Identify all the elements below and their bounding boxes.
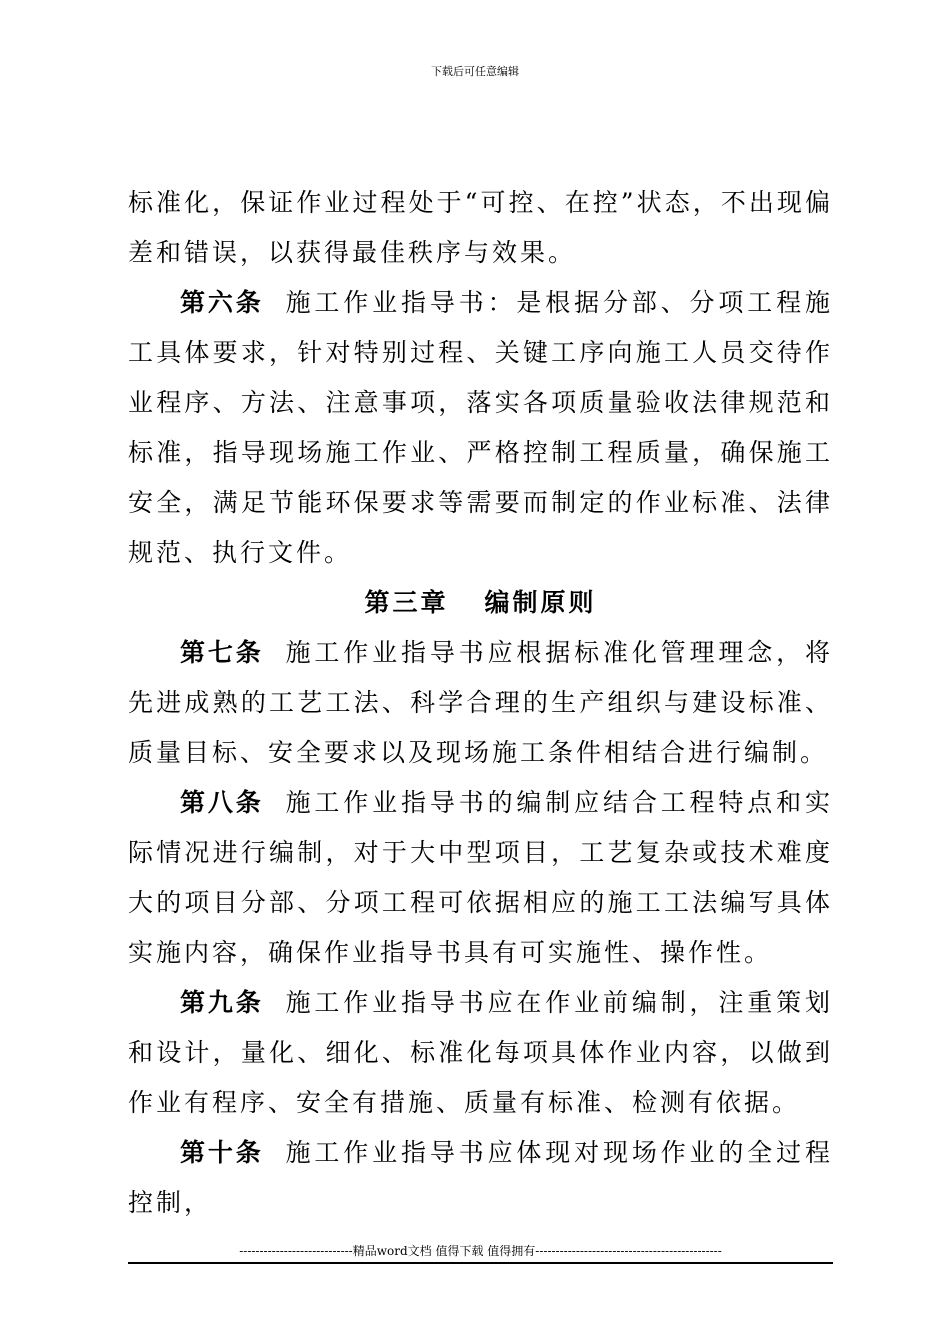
chapter-3-heading (128, 578, 833, 628)
chapter-3-title: 编制原则 (484, 588, 597, 617)
footer-text: ----------------------------精品word文档 值得下载 值得拥有---------------------------------------------- (239, 1244, 722, 1258)
footer-rule (128, 1262, 833, 1264)
document-body (128, 178, 833, 1228)
continuation-paragraph: 标准化，保证作业过程处于“可控、在控”状态，不出现偏差和错误，以获得最佳秩序与效果。 (128, 188, 833, 267)
article-7-label: 第七条 (180, 638, 264, 667)
article-6-text: 施工作业指导书：是根据分部、分项工程施工具体要求，针对特别过程、关键工序向施工人员交待作业程序、方法、注意事项，落实各项质量验收法律规范和标准，指导现场施工作业、严格控制工程质量，确保施工安全，满足节能环保要求等需要而制定的作业标准、法律规范、执行文件。 (128, 288, 833, 567)
article-9-label: 第九条 (180, 988, 264, 1017)
article-8-label: 第八条 (180, 788, 264, 817)
article-7 (128, 628, 833, 778)
article-9-text: 施工作业指导书应在作业前编制，注重策划和设计，量化、细化、标准化每项具体作业内容，以做到作业有程序、安全有措施、质量有标准、检测有依据。 (128, 988, 833, 1117)
article-6-label: 第六条 (180, 288, 264, 317)
article-10-text: 施工作业指导书应体现对现场作业的全过程控制， (128, 1138, 833, 1217)
article-8 (128, 778, 833, 978)
chapter-3-number: 第三章 (364, 588, 449, 617)
article-10-label: 第十条 (180, 1138, 264, 1167)
article-6 (128, 278, 833, 578)
article-10 (128, 1128, 833, 1228)
article-9 (128, 978, 833, 1128)
article-7-text: 施工作业指导书应根据标准化管理理念，将先进成熟的工艺工法、科学合理的生产组织与建设标准、质量目标、安全要求以及现场施工条件相结合进行编制。 (128, 638, 833, 767)
header-note: 下载后可任意编辑 (431, 65, 519, 78)
article-8-text: 施工作业指导书的编制应结合工程特点和实际情况进行编制，对于大中型项目，工艺复杂或技术难度大的项目分部、分项工程可依据相应的施工工法编写具体实施内容，确保作业指导书具有可实施性、操作性。 (128, 788, 833, 967)
page-footer (128, 1242, 833, 1264)
